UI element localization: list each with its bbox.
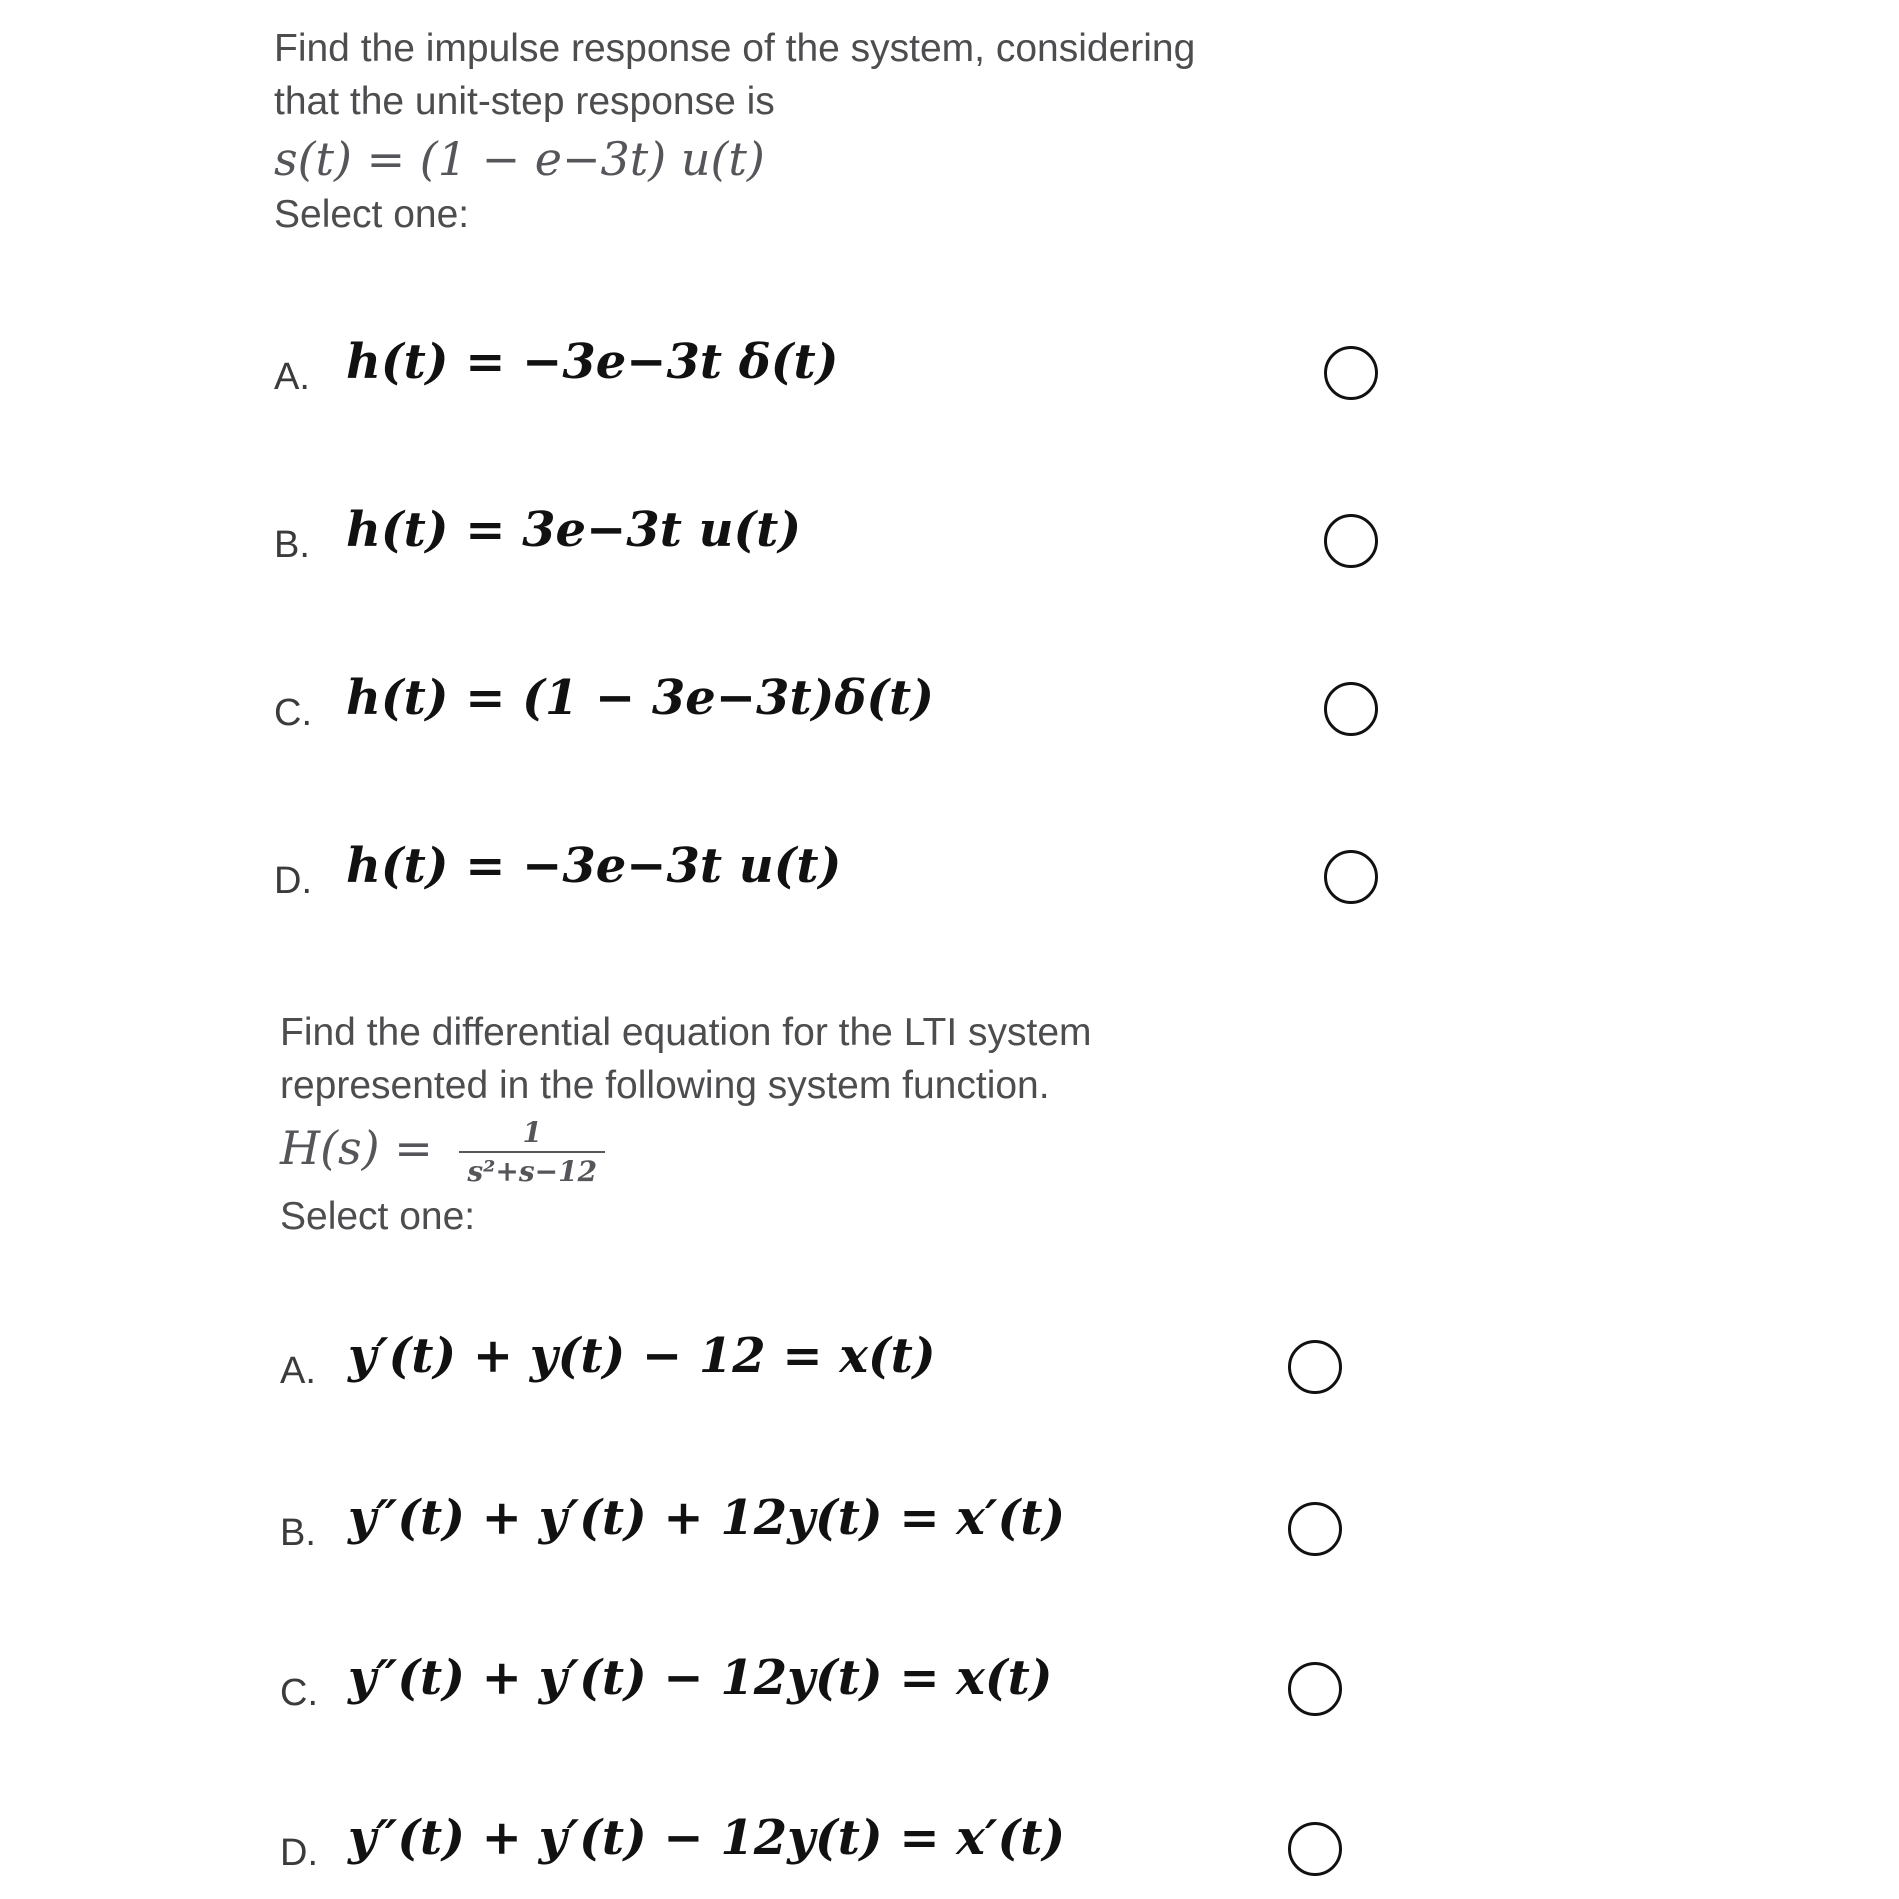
option-expression: h(t) = −3e−3t δ(t) — [346, 334, 839, 390]
option-letter: B. — [274, 524, 310, 566]
question-2-prompt-line-2: represented in the following system function. — [280, 1064, 1050, 1107]
question-2 — [280, 1006, 1480, 1874]
step-response-formula: s(t) = (1 − e−3t) u(t) — [274, 132, 765, 186]
question-1 — [274, 22, 1474, 902]
question-1-option-a[interactable] — [274, 334, 1774, 414]
question-1-option-b[interactable] — [274, 502, 1774, 582]
question-2-option-b[interactable] — [280, 1490, 1780, 1570]
radio-button[interactable] — [1324, 514, 1378, 568]
question-2-select-label: Select one: — [280, 1195, 476, 1238]
option-expression: h(t) = 3e−3t u(t) — [346, 502, 802, 558]
question-1-prompt-line-2: that the unit-step response is — [274, 80, 775, 123]
fraction-denominator: s²+s−12 — [467, 1155, 598, 1188]
option-expression: h(t) = (1 − 3e−3t)δ(t) — [346, 670, 934, 726]
radio-button[interactable] — [1324, 682, 1378, 736]
radio-button[interactable] — [1288, 1340, 1342, 1394]
option-expression: y′(t) + y(t) − 12 = x(t) — [348, 1328, 936, 1384]
option-expression: y″(t) + y′(t) − 12y(t) = x′(t) — [348, 1810, 1066, 1866]
question-2-option-a[interactable] — [280, 1328, 1780, 1408]
radio-button[interactable] — [1288, 1662, 1342, 1716]
question-2-option-d[interactable] — [280, 1810, 1780, 1890]
option-expression: y″(t) + y′(t) + 12y(t) = x′(t) — [348, 1490, 1066, 1546]
radio-button[interactable] — [1324, 850, 1378, 904]
system-function-fraction — [459, 1116, 605, 1188]
option-letter: C. — [274, 692, 312, 734]
radio-button[interactable] — [1288, 1822, 1342, 1876]
question-1-option-c[interactable] — [274, 670, 1774, 750]
radio-button[interactable] — [1288, 1502, 1342, 1556]
radio-button[interactable] — [1324, 346, 1378, 400]
option-letter: B. — [280, 1512, 316, 1554]
option-letter: D. — [280, 1832, 318, 1874]
question-1-select-label: Select one: — [274, 193, 470, 236]
question-2-prompt — [280, 1006, 1480, 1112]
option-letter: A. — [274, 356, 310, 398]
option-letter: C. — [280, 1672, 318, 1714]
option-letter: D. — [274, 860, 312, 902]
question-2-option-c[interactable] — [280, 1650, 1780, 1730]
fraction-numerator: 1 — [459, 1116, 605, 1153]
question-1-prompt — [274, 22, 1474, 128]
system-function-formula — [280, 1116, 1480, 1188]
option-expression: h(t) = −3e−3t u(t) — [346, 838, 842, 894]
option-letter: A. — [280, 1350, 316, 1392]
option-expression: y″(t) + y′(t) − 12y(t) = x(t) — [348, 1650, 1053, 1706]
question-1-option-d[interactable] — [274, 838, 1774, 918]
question-2-prompt-line-1: Find the differential equation for the LTI system — [280, 1011, 1092, 1054]
system-function-lhs: H(s) = — [280, 1121, 433, 1175]
question-1-prompt-line-1: Find the impulse response of the system, considering — [274, 27, 1196, 70]
